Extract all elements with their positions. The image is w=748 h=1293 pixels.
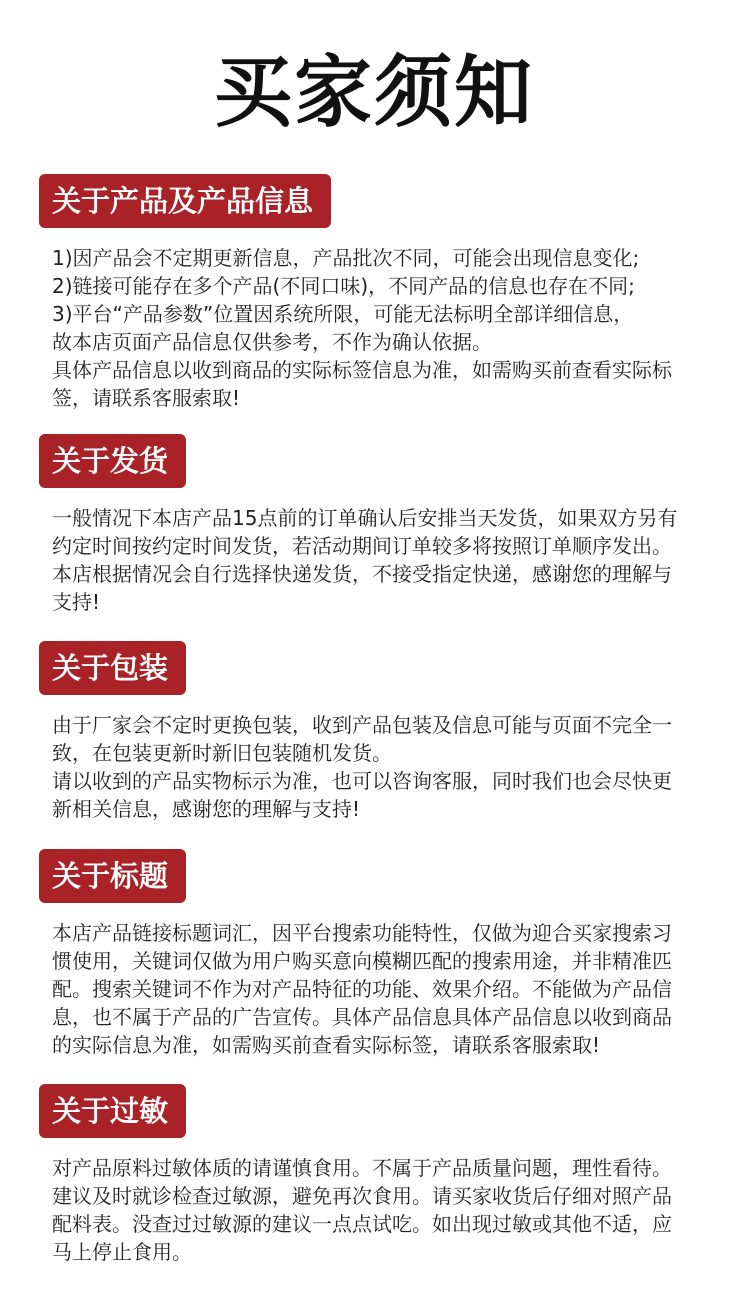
section-paragraph: 由于厂家会不定时更换包装，收到产品包装及信息可能与页面不完全一 致，在包装更新时新旧包装随机发货。 请以收到的产品实物标示为准，也可以咨询客服，同时我们也会尽快更 新相关信息，感谢您的理解与支持! [52, 713, 672, 821]
section-body-text [52, 919, 702, 1059]
section-heading-badge: 关于产品及产品信息 [39, 174, 331, 228]
section-paragraph: 对产品原料过敏体质的请谨慎食用。不属于产品质量问题，理性看待。 建议及时就诊检查过敏源，避免再次食用。请买家收货后仔细对照产品 配料表。没查过过敏源的建议一点点试吃。如出现过敏或其他不适，应 马上停止食用。 [52, 1156, 672, 1264]
section-heading-badge: 关于包装 [39, 641, 186, 695]
section-paragraph: 1)因产品会不定期更新信息，产品批次不同，可能会出现信息变化; 2)链接可能存在多个产品(不同口味)，不同产品的信息也存在不同; 3)平台“产品参数”位置因系统所限，可能无法标明全部详细信息， 故本店页面产品信息仅供参考，不作为确认依据。 具体产品信息以收到商品的实际标签信息为准，如需购买前查看实际标 签，请联系客服索取! [52, 246, 672, 410]
section-body-text [52, 1154, 702, 1266]
section-heading-badge: 关于标题 [39, 849, 186, 903]
section-body-text [52, 504, 702, 616]
section-paragraph: 一般情况下本店产品15点前的订单确认后安排当天发货，如果双方另有 约定时间按约定时间发货，若活动期间订单较多将按照订单顺序发出。 本店根据情况会自行选择快递发货，不接受指定快递，感谢您的理解与 支持! [52, 506, 678, 614]
section-paragraph: 本店产品链接标题词汇，因平台搜索功能特性，仅做为迎合买家搜索习 惯使用，关键词仅做为用户购买意向模糊匹配的搜索用途，并非精准匹 配。搜索关键词不作为对产品特征的功能、效果介绍。不能做为产品信 息，也不属于产品的广告宣传。具体产品信息具体产品信息以收到商品 的实际信息为准，如需购买前查看实际标签，请联系客服索取! [52, 921, 672, 1057]
section-body-text [52, 711, 702, 823]
section-heading-badge: 关于发货 [39, 434, 186, 488]
section-heading-badge: 关于过敏 [39, 1084, 186, 1138]
page-title: 买家须知 [213, 48, 534, 138]
section-body-text [52, 244, 702, 412]
